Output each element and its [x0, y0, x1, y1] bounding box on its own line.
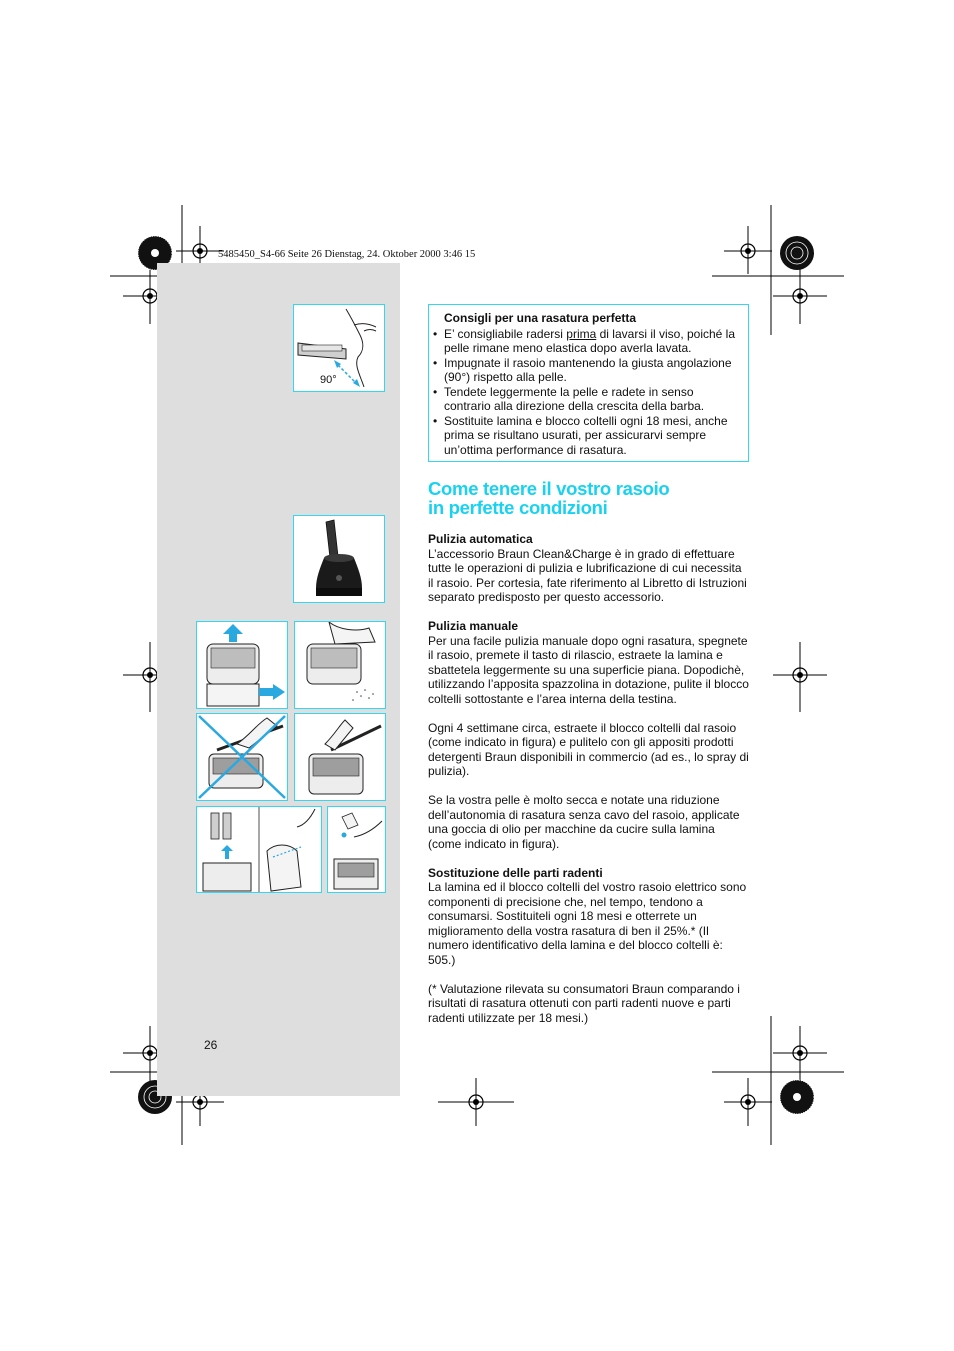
tip-item: • Impugnate il rasoio mantenendo la giusta angolazione (90°) rispetto alla pelle. — [433, 356, 742, 385]
tip-item: • Sostituite lamina e blocco coltelli ogni 18 mesi, anche prima se risultano usurati, per assicurarvi sempre un’ottima performance di rasatura. — [433, 414, 742, 458]
tips-title: Consigli per una rasatura perfetta — [444, 311, 637, 325]
underlined-word: prima — [566, 326, 597, 341]
figure-correct-brushing — [294, 713, 386, 801]
figure-shaving-angle — [293, 304, 385, 392]
paragraph-manual-1: Per una facile pulizia manuale dopo ogni rasatura, spegnete il rasoio, premete il tasto di rilascio, estraete la lamina e sbattetela leggermente su una superficie piana. Dopodichè, utilizzando l’apposita spazzolina in dotazione, pulite il blocco coltelli sottostante e l’area interna della testina. — [428, 633, 749, 706]
tips-box — [428, 304, 749, 462]
figure-wrong-brushing — [196, 713, 288, 801]
heading-automatic-cleaning: Pulizia automatica — [428, 532, 533, 546]
figure-oil-drop — [327, 806, 386, 893]
section-title: Come tenere il vostro rasoio in perfette condizioni — [428, 478, 670, 518]
paragraph-replacement-2: (* Valutazione rilevata su consumatori Braun comparando i risultati di rasatura ottenuti con parti radenti nuove e parti radenti utilizzate per 18 mesi.) — [428, 981, 740, 1025]
figure-tap-foil — [294, 621, 386, 709]
tip-item: • Tendete leggermente la pelle e radete in senso contrario alla direzione della crescita della barba. — [433, 385, 742, 414]
heading-manual-cleaning: Pulizia manuale — [428, 619, 519, 633]
page-number: 26 — [204, 1038, 218, 1052]
figure-remove-cutter-block — [196, 806, 322, 893]
heading-replacement: Sostituzione delle parti radenti — [428, 865, 603, 880]
angle-label: 90° — [320, 374, 337, 386]
tip-item: • E’ consigliabile radersi prima di lavarsi il viso, poiché la pelle rimane meno elastica dopo averla lavata. — [433, 327, 742, 356]
figure-clean-and-charge — [293, 515, 385, 603]
print-header: 5485450_S4-66 Seite 26 Dienstag, 24. Oktober 2000 3:46 15 — [218, 249, 476, 260]
paragraph-replacement-1: La lamina ed il blocco coltelli del vostro rasoio elettrico sono componenti di precisione che, nel tempo, tendono a consumarsi. Sostituiteli ogni 18 mesi e otterrete un miglioramento della vostra rasatura di ben il 25%.* (Il numero identificativo della lamina e del blocco coltelli è: 505.) — [428, 880, 747, 967]
figure-remove-foil — [196, 621, 288, 709]
paragraph-manual-2: Ogni 4 settimane circa, estraete il blocco coltelli dal rasoio (come indicato in figura) e pulitelo con gli appositi prodotti detergenti Braun disponibili in commercio (ad es., lo spray di pulizia). — [428, 720, 749, 778]
paragraph-manual-3: Se la vostra pelle è molto secca e notate una riduzione dell’autonomia di rasatura senza cavo del rasoio, applicate una goccia di olio per macchine da cucire sulla lamina (come indicato in figura). — [428, 793, 740, 851]
paragraph-automatic-cleaning: L’accessorio Braun Clean&Charge è in grado di effettuare tutte le operazioni di pulizia e lubrificazione di cui necessita il rasoio. Per cortesia, fate riferimento al Libretto di Istruzioni separato predisposto per questo accessorio. — [428, 546, 747, 604]
body-content — [428, 532, 750, 1040]
tips-list — [433, 327, 742, 458]
